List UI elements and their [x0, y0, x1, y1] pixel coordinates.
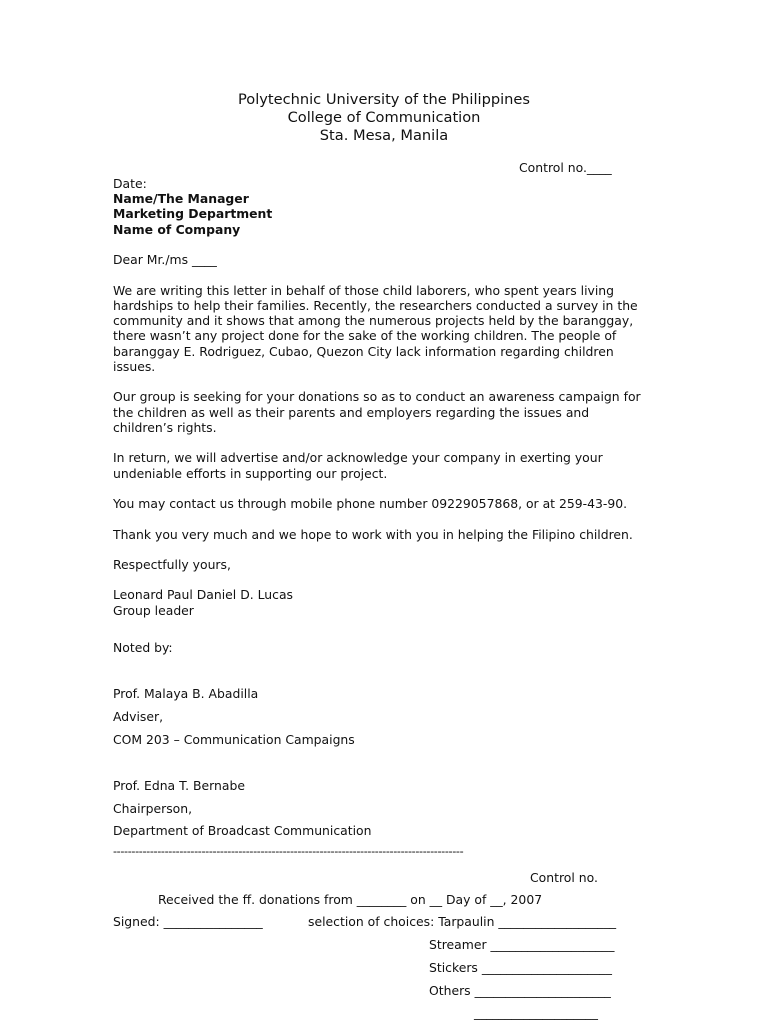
paragraph-line: the children as well as their parents and employers regarding the issues and: [113, 405, 590, 420]
paragraph-line: baranggay E. Rodriguez, Cubao, Quezon City lack information regarding children: [113, 344, 614, 359]
recipient-name: Name/The Manager: [113, 191, 249, 206]
paragraph-line: children’s rights.: [113, 420, 217, 435]
cut-separator: -----------------------------------------------------------------------------------------------: [113, 845, 464, 858]
university-name: Polytechnic University of the Philippines: [237, 91, 531, 108]
received-line: Received the ff. donations from ________ on __ Day of __, 2007: [158, 892, 543, 907]
paragraph-line: Our group is seeking for your donations so as to conduct an awareness campaign for: [113, 389, 641, 404]
chairperson-title: Chairperson,: [113, 801, 193, 816]
recipient-company: Name of Company: [113, 222, 241, 237]
signed-line: Signed: ________________: [113, 914, 263, 929]
paragraph-line: issues.: [113, 359, 156, 374]
adviser-course: COM 203 – Communication Campaigns: [113, 732, 355, 747]
paragraph-line: You may contact us through mobile phone number 09229057868, or at 259-43-90.: [113, 496, 628, 511]
paragraph-line: there wasn’t any project done for the sake of the working children. The people of: [113, 328, 617, 343]
recipient-department: Marketing Department: [113, 206, 273, 221]
paragraph-line: We are writing this letter in behalf of those child laborers, who spent years living: [113, 283, 615, 298]
paragraph-line: Thank you very much and we hope to work with you in helping the Filipino children.: [113, 527, 633, 542]
choice-streamer: Streamer ____________________: [429, 937, 615, 952]
paragraph-line: community and it shows that among the numerous projects held by the baranggay,: [113, 313, 634, 328]
location: Sta. Mesa, Manila: [319, 127, 449, 144]
paragraph-line: undeniable efforts in supporting our project.: [113, 466, 388, 481]
closing: Respectfully yours,: [113, 557, 231, 572]
choice-stickers: Stickers _____________________: [429, 960, 612, 975]
adviser-name: Prof. Malaya B. Abadilla: [113, 686, 259, 701]
choices-tarpaulin: selection of choices: Tarpaulin ___________________: [308, 914, 617, 929]
salutation: Dear Mr./ms ____: [113, 252, 217, 267]
paragraph-line: hardships to help their families. Recently, the researchers conducted a survey in the: [113, 298, 638, 313]
extra-blank-line: ____________________: [474, 1005, 598, 1020]
chairperson-name: Prof. Edna T. Bernabe: [113, 778, 245, 793]
noted-by-label: Noted by:: [113, 640, 173, 655]
control-number: Control no.____: [519, 160, 612, 175]
choice-others: Others ______________________: [429, 983, 611, 998]
paragraph-line: In return, we will advertise and/or acknowledge your company in exerting your: [113, 450, 603, 465]
signer-title: Group leader: [113, 603, 194, 618]
slip-control-number: Control no.: [530, 870, 598, 885]
college-name: College of Communication: [287, 109, 481, 126]
signer-name: Leonard Paul Daniel D. Lucas: [113, 587, 294, 602]
date-label: Date:: [113, 176, 147, 191]
adviser-title: Adviser,: [113, 709, 164, 724]
chairperson-department: Department of Broadcast Communication: [113, 823, 372, 838]
